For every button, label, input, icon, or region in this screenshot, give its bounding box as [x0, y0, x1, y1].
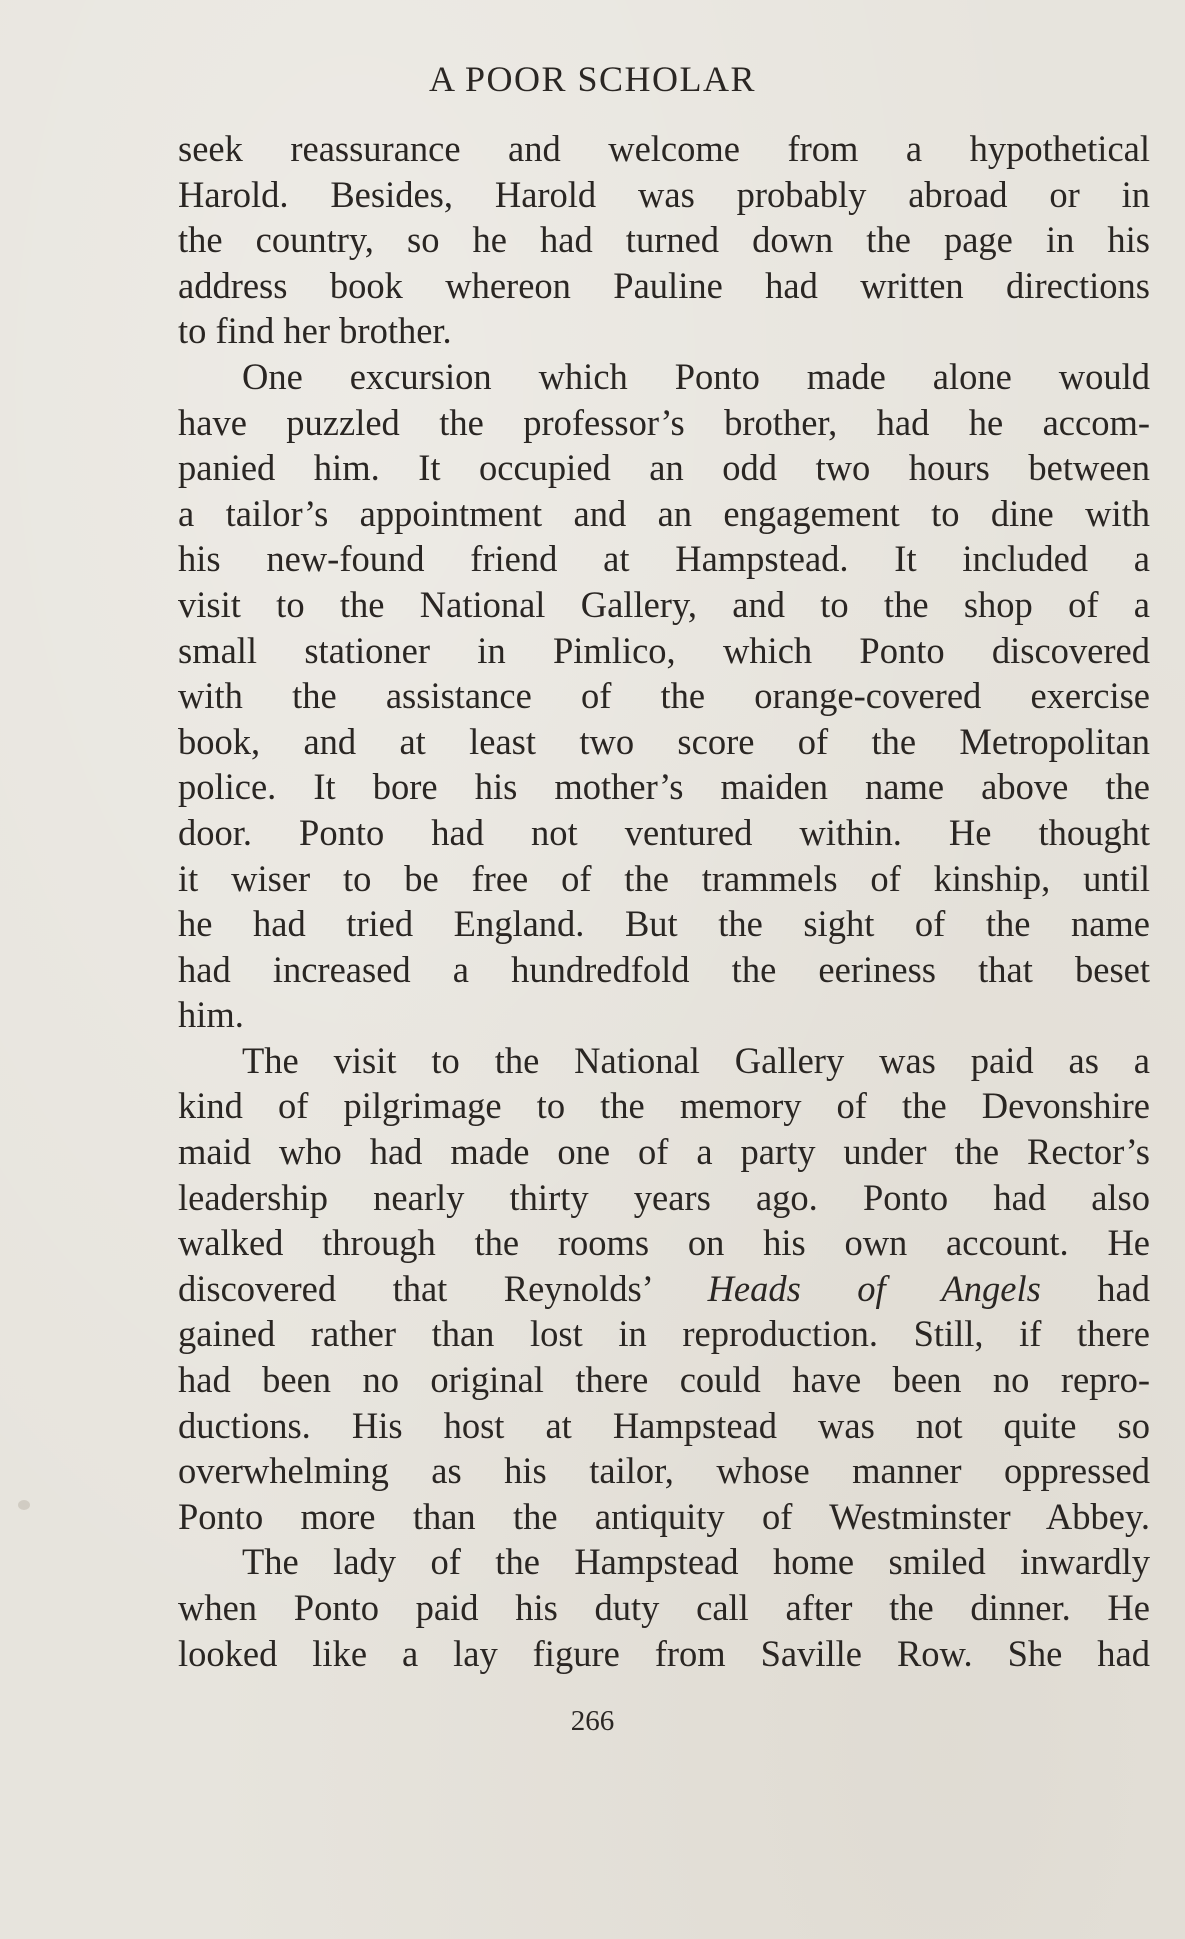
- text-line: had been no original there could have been no repro-: [178, 1359, 1150, 1401]
- text-line: panied him. It occupied an odd two hours between: [178, 447, 1150, 489]
- text-line: visit to the National Gallery, and to the shop of a: [178, 583, 1150, 625]
- text-line: ductions. His host at Hampstead was not quite so: [178, 1404, 1150, 1446]
- text-line: he had tried England. But the sight of the name: [178, 903, 1150, 945]
- text-line: kind of pilgrimage to the memory of the Devonshire: [178, 1085, 1150, 1127]
- text-line: with the assistance of the orange-covered exercise: [178, 675, 1150, 717]
- text-line: Harold. Besides, Harold was probably abroad or in: [178, 173, 1150, 215]
- text-line: police. It bore his mother’s maiden name above the: [178, 766, 1150, 808]
- text-line: leadership nearly thirty years ago. Ponto had also: [178, 1176, 1150, 1218]
- text-line: overwhelming as his tailor, whose manner oppressed: [178, 1450, 1150, 1492]
- page-number: 266: [570, 1705, 615, 1737]
- paragraph-first-line: The visit to the National Gallery was paid as a: [242, 1039, 1150, 1081]
- text-line: Ponto more than the antiquity of Westminster Abbey.: [178, 1495, 1150, 1537]
- text-line: gained rather than lost in reproduction. Still, if there: [178, 1313, 1150, 1355]
- paper-fleck: [18, 1500, 30, 1510]
- text-line: book, and at least two score of the Metropolitan: [178, 720, 1150, 762]
- paragraph-first-line: The lady of the Hampstead home smiled inwardly: [242, 1541, 1150, 1583]
- text-line: seek reassurance and welcome from a hypothetical: [178, 128, 1150, 169]
- text-line: him.: [178, 994, 244, 1036]
- text-line: walked through the rooms on his own account. He: [178, 1222, 1150, 1264]
- text-line: maid who had made one of a party under the Rector’s: [178, 1131, 1150, 1173]
- running-head: A POOR SCHOLAR: [428, 59, 757, 99]
- text-line: to find her brother.: [178, 310, 452, 352]
- text-line: his new-found friend at Hampstead. It included a: [178, 538, 1150, 580]
- text-line: had increased a hundredfold the eeriness that beset: [178, 948, 1150, 990]
- italic-title: Heads of Angels: [707, 1267, 1041, 1309]
- text-line: address book whereon Pauline had written directions: [178, 264, 1150, 306]
- text-line: looked like a lay figure from Saville Row. She had: [178, 1632, 1150, 1674]
- body-text: [178, 126, 1150, 1676]
- text-line: it wiser to be free of the trammels of kinship, until: [178, 857, 1150, 899]
- text-line: have puzzled the professor’s brother, had he accom-: [178, 401, 1150, 443]
- text-line: door. Ponto had not ventured within. He thought: [178, 811, 1150, 853]
- text-line: when Ponto paid his duty call after the dinner. He: [178, 1587, 1150, 1628]
- text-line: small stationer in Pimlico, which Ponto discovered: [178, 629, 1150, 671]
- text-line: the country, so he had turned down the page in his: [178, 219, 1150, 261]
- text-line-with-italic-title: discovered that Reynolds’ Heads of Angels had: [178, 1267, 1150, 1309]
- paragraph-first-line: One excursion which Ponto made alone would: [242, 355, 1150, 397]
- text-line: a tailor’s appointment and an engagement to dine with: [178, 492, 1150, 534]
